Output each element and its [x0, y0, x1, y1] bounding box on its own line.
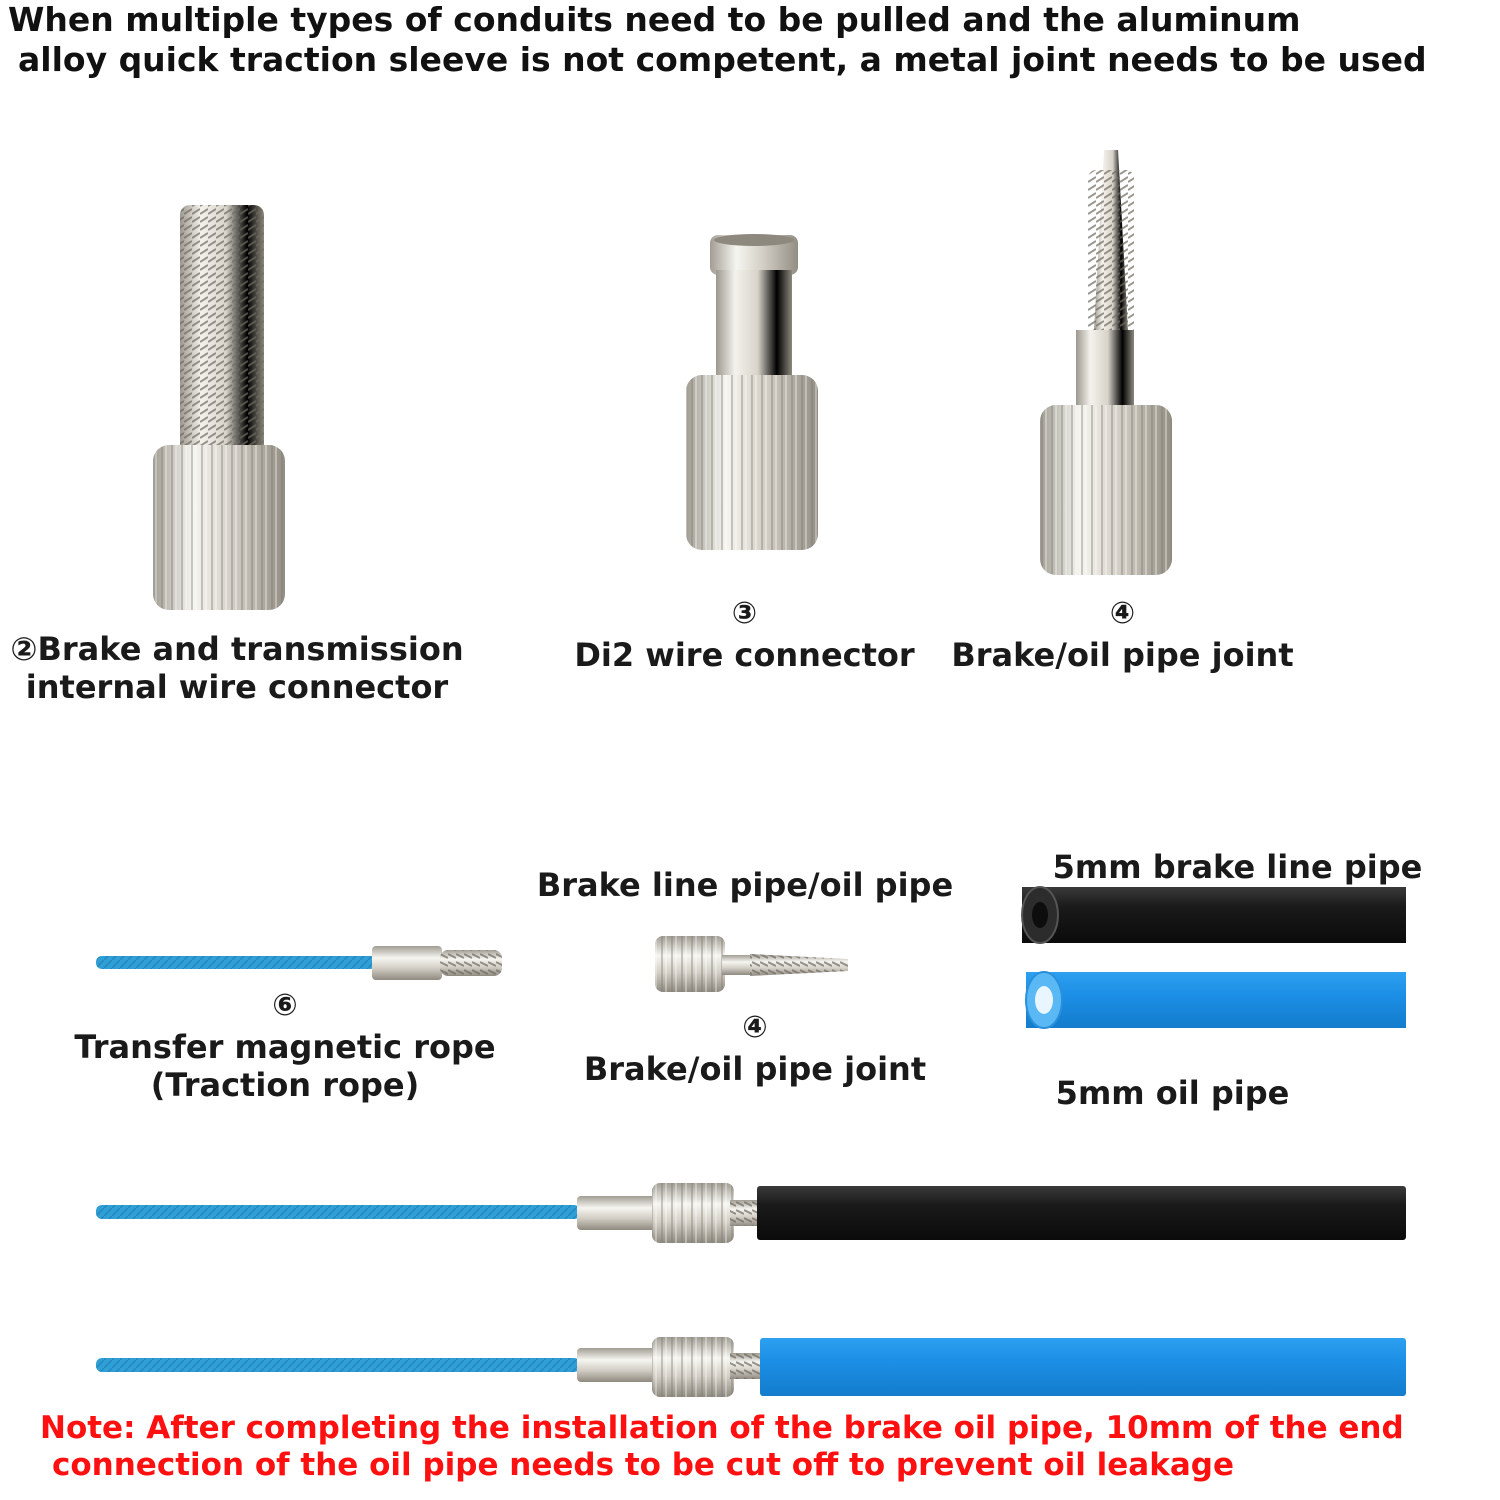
oil-pipe-icon	[1026, 972, 1406, 1028]
label-item-2-line-1: ②Brake and transmission	[10, 630, 464, 668]
label-item-3-text: Di2 wire connector	[574, 636, 915, 674]
heading-line-1: When multiple types of conduits need to be pulled and the aluminum	[8, 0, 1301, 39]
threaded-connector-icon	[153, 205, 285, 610]
label-item-2	[2, 630, 472, 707]
warning-note	[40, 1410, 1404, 1484]
label-item-4	[940, 596, 1305, 674]
label-item-4-text: Brake/oil pipe joint	[951, 636, 1294, 674]
assembly-blue-icon	[96, 1337, 1406, 1397]
label-rope-line-2: (Traction rope)	[150, 1066, 420, 1105]
number-item-3: ③	[731, 596, 758, 631]
number-joint: ④	[742, 1010, 768, 1045]
di2-connector-icon	[686, 234, 818, 550]
label-item-3	[562, 596, 927, 674]
label-item-2-line-2: internal wire connector	[25, 668, 449, 707]
label-oil-pipe: 5mm oil pipe	[1055, 1074, 1290, 1112]
label-rope-line-1: Transfer magnetic rope	[74, 1028, 496, 1066]
brake-pipe-icon	[1022, 887, 1406, 943]
small-joint-icon	[655, 936, 848, 992]
page-heading	[8, 0, 1427, 79]
number-item-4: ④	[1109, 596, 1136, 631]
label-joint-title: Brake line pipe/oil pipe	[536, 866, 954, 904]
label-rope	[40, 988, 530, 1105]
screw-joint-icon	[1040, 150, 1172, 575]
heading-line-2: alloy quick traction sleeve is not competent, a metal joint needs to be used	[18, 39, 1427, 79]
traction-rope-icon	[96, 946, 502, 980]
label-brake-pipe: 5mm brake line pipe	[1052, 848, 1423, 886]
note-line-1: Note: After completing the installation of the brake oil pipe, 10mm of the end	[40, 1410, 1404, 1446]
label-joint	[570, 1010, 940, 1088]
assembly-black-icon	[96, 1183, 1406, 1243]
note-line-2: connection of the oil pipe needs to be cut off to prevent oil leakage	[52, 1447, 1234, 1484]
label-joint-text: Brake/oil pipe joint	[583, 1050, 927, 1088]
number-rope: ⑥	[272, 988, 298, 1023]
